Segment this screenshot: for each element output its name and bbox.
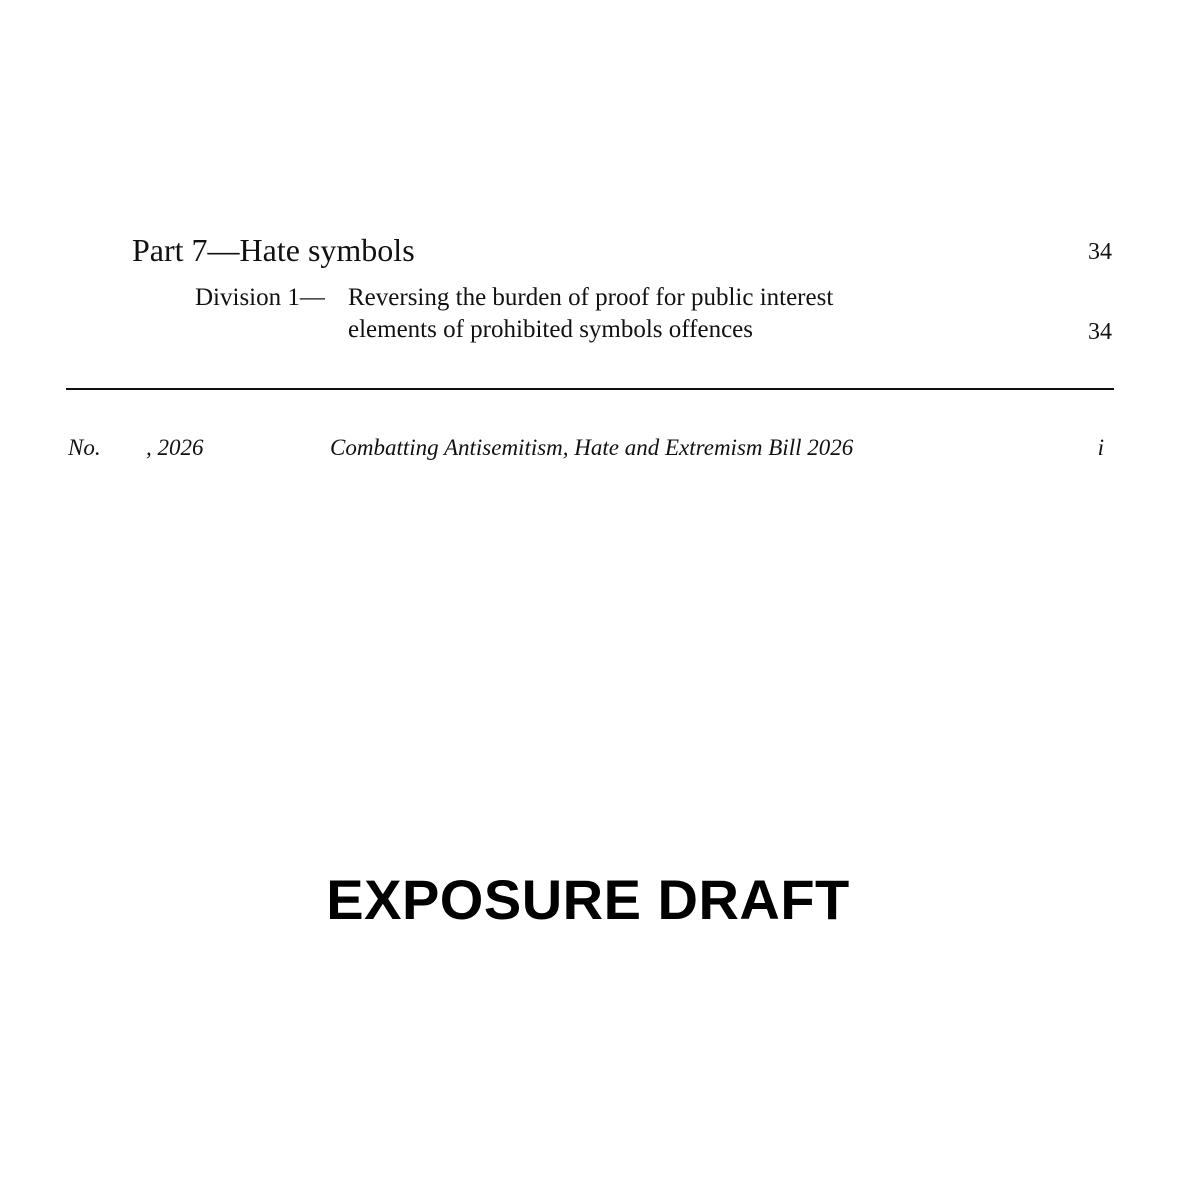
toc-division-title-line-2: elements of prohibited symbols offences	[348, 316, 754, 343]
toc-division-prefix: Division 1—	[195, 284, 325, 311]
footer-page-number: i	[1097, 435, 1104, 460]
toc-part-label: Part 7—Hate symbols	[132, 232, 415, 268]
footer-act-number-label: No.	[68, 435, 101, 460]
page-footer	[68, 432, 1112, 466]
exposure-draft-watermark: EXPOSURE DRAFT	[326, 868, 850, 931]
toc-entry-part-7	[132, 228, 1112, 272]
toc-part-page-number: 34	[1088, 239, 1112, 265]
footer-year: , 2026	[146, 435, 204, 460]
toc-division-page-number: 34	[1088, 319, 1112, 345]
toc-division-title-line-1: Reversing the burden of proof for public interest	[348, 284, 834, 311]
footer-divider	[66, 388, 1114, 390]
footer-bill-title: Combatting Antisemitism, Hate and Extremism Bill 2026	[330, 435, 854, 460]
toc-entry-division-1	[195, 282, 1112, 348]
